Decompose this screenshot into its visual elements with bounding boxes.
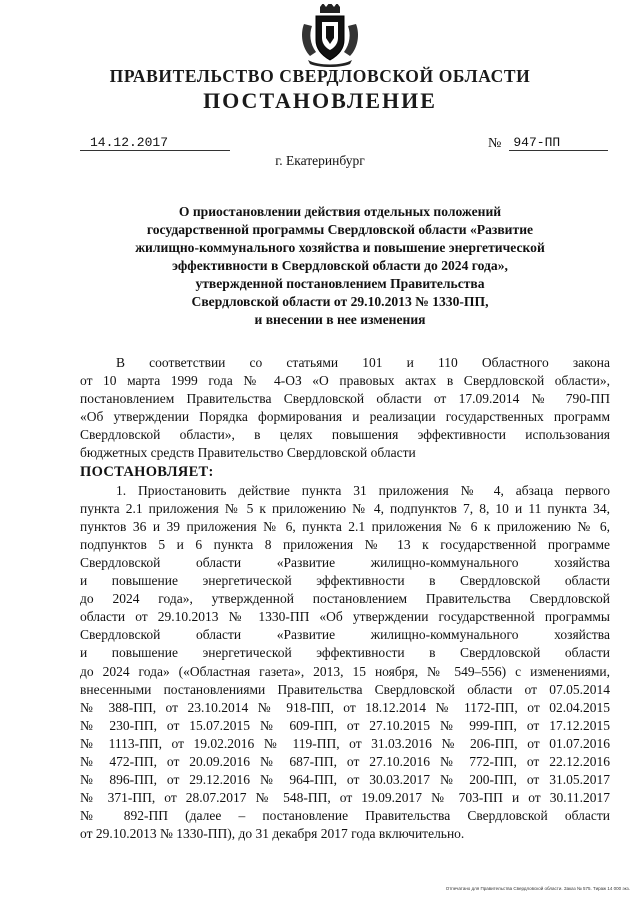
- item-line: внесенными постановлениями Правительства Свердловской области от 07.05.2014: [80, 681, 610, 697]
- coat-of-arms-icon: [298, 4, 362, 68]
- item-line: № 1113-ПП, от 19.02.2016 № 119-ПП, от 31.03.2016 № 206-ПП, от 01.07.2016: [80, 735, 610, 751]
- preamble-line: от 10 марта 1999 года № 4-ОЗ «О правовых актах в Свердловской области»,: [80, 373, 610, 389]
- item-line: № 388-ПП, от 23.10.2014 № 918-ПП, от 18.12.2014 № 1172-ПП, от 02.04.2015: [80, 699, 610, 715]
- item-line: № 371-ПП, от 28.07.2017 № 548-ПП, от 19.09.2017 № 703-ПП и от 30.11.2017: [80, 790, 610, 806]
- document-type: ПОСТАНОВЛЕНИЕ: [203, 88, 437, 113]
- title-line: эффективности в Свердловской области до 2024 года»,: [172, 258, 508, 273]
- item-line: до 2024 года», утвержденной постановлением Правительства Свердловской: [80, 591, 610, 607]
- title-line: государственной программы Свердловской области «Развитие: [146, 222, 534, 237]
- item-line: до 2024 года» («Областная газета», 2013, 15 ноября, № 549–556) с изменениями,: [80, 663, 610, 679]
- title-line: Свердловской области от 29.10.2013 № 1330-ПП,: [191, 294, 489, 309]
- organization-name: ПРАВИТЕЛЬСТВО СВЕРДЛОВСКОЙ ОБЛАСТИ: [109, 66, 531, 86]
- item-line: пунктов 36 и 39 приложения № 6, пункта 2.1 приложения № 6 к приложению № 6,: [80, 518, 610, 534]
- title-line: О приостановлении действия отдельных положений: [178, 204, 502, 219]
- item-line: и повышение энергетической эффективности в Свердловской области: [80, 645, 610, 661]
- title-line: и внесении в нее изменения: [254, 312, 426, 327]
- item-line: № 472-ПП, от 20.09.2016 № 687-ПП, от 27.10.2016 № 772-ПП, от 22.12.2016: [80, 753, 610, 769]
- preamble-line: бюджетных средств Правительство Свердловской области: [80, 445, 416, 461]
- item-line: № 230-ПП, от 15.07.2015 № 609-ПП, от 27.10.2015 № 999-ПП, от 17.12.2015: [80, 717, 610, 733]
- city: г. Екатеринбург: [275, 153, 365, 168]
- document-number: 947-ПП: [509, 135, 608, 151]
- document-title: [80, 203, 600, 329]
- preamble-line: постановлением Правительства Свердловской области от 17.09.2014 № 790-ПП: [80, 391, 610, 407]
- document-body: [80, 354, 610, 843]
- item-line: от 29.10.2013 № 1330-ПП), до 31 декабря 2017 года включительно.: [80, 826, 465, 842]
- item-line: пункта 2.1 приложения № 5 к приложению № 4, подпунктов 7, 8, 10 и 11 пункта 34,: [80, 500, 610, 516]
- item-line: подпунктов 5 и 6 пункта 8 приложения № 13 к государственной программе: [80, 536, 610, 552]
- number-field: [488, 135, 608, 151]
- decree-word: ПОСТАНОВЛЯЕТ:: [80, 463, 214, 480]
- title-line: жилищно-коммунального хозяйства и повышение энергетической: [135, 240, 545, 255]
- number-sign: №: [488, 136, 502, 151]
- item-line: № 896-ПП, от 29.12.2016 № 964-ПП, от 30.03.2017 № 200-ПП, от 31.05.2017: [80, 772, 610, 788]
- print-footer-note: Отпечатано для Правительства Свердловской области. Заказ № 575. Тираж 14 000 экз.: [445, 886, 630, 891]
- title-line: утвержденной постановлением Правительства: [195, 276, 485, 291]
- item-line: Свердловской области «Развитие жилищно-коммунального хозяйства: [80, 627, 610, 643]
- preamble-line: В соответствии со статьями 101 и 110 Областного закона: [116, 355, 610, 370]
- preamble-line: «Об утверждении Порядка формирования и реализации государственных программ: [80, 409, 610, 425]
- item-line: области от 29.10.2013 № 1330-ПП «Об утверждении государственной программы: [80, 609, 610, 625]
- date-field: 14.12.2017: [80, 135, 230, 151]
- item-line: и повышение энергетической эффективности в Свердловской области: [80, 573, 610, 589]
- item-line: Свердловской области «Развитие жилищно-коммунального хозяйства: [80, 554, 610, 570]
- item-line: 1. Приостановить действие пункта 31 приложения № 4, абзаца первого: [116, 482, 610, 498]
- item-line: № 892-ПП (далее – постановление Правительства Свердловской области: [80, 808, 610, 824]
- preamble-line: Свердловской области», в целях повышения эффективности использования: [80, 427, 610, 443]
